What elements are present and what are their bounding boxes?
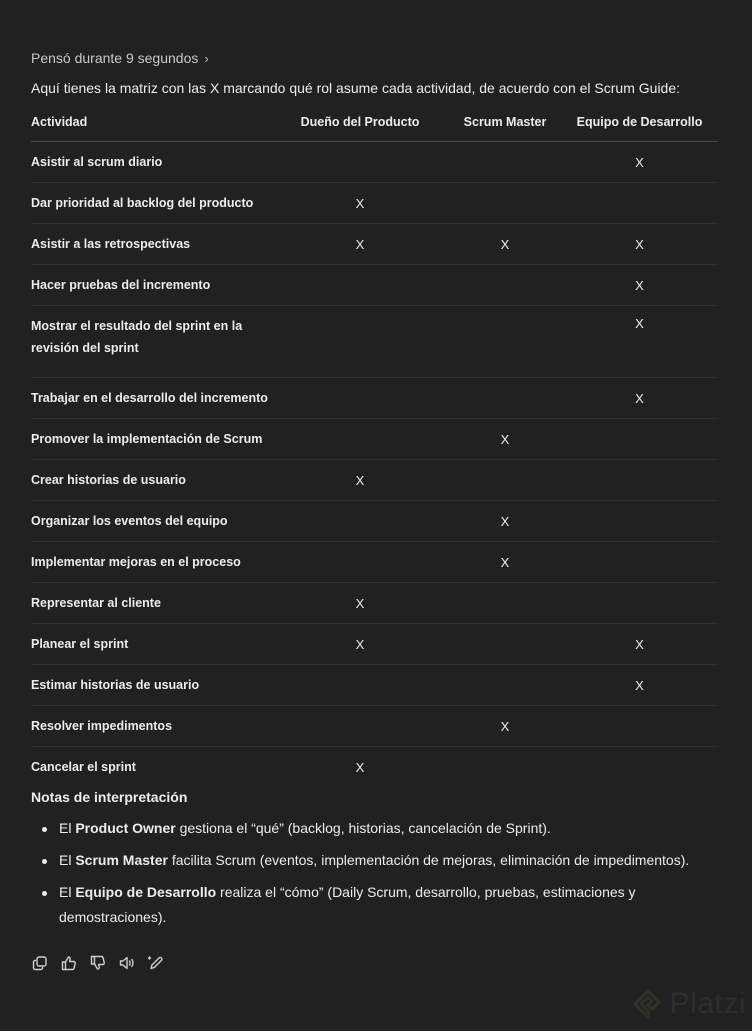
- cell-dev-team: [561, 583, 718, 624]
- table-row: [31, 224, 718, 265]
- cell-product-owner: X: [271, 183, 449, 224]
- cell-scrum-master: [449, 460, 561, 501]
- note-role: Product Owner: [75, 820, 176, 836]
- watermark-text: Platzi: [669, 987, 746, 1020]
- cell-product-owner: [271, 706, 449, 747]
- cell-activity: Resolver impedimentos: [31, 706, 271, 747]
- cell-product-owner: [271, 265, 449, 306]
- cell-scrum-master: [449, 583, 561, 624]
- note-role: Scrum Master: [75, 852, 168, 868]
- table-header-row: [31, 110, 718, 142]
- cell-scrum-master: X: [449, 542, 561, 583]
- table-row: [31, 501, 718, 542]
- cell-dev-team: X: [561, 378, 718, 419]
- intro-text: Aquí tienes la matriz con las X marcando qué rol asume cada actividad, de acuerdo con el Scrum Guide:: [31, 80, 681, 96]
- cell-activity: Cancelar el sprint: [31, 760, 136, 774]
- cell-dev-team: X: [561, 306, 718, 378]
- table-row: [31, 265, 718, 306]
- note-item: [59, 816, 739, 841]
- thumbs-down-icon: [89, 954, 107, 972]
- thumbs-down-button[interactable]: [88, 953, 108, 973]
- cell-activity: Hacer pruebas del incremento: [31, 265, 271, 306]
- cell-scrum-master: [449, 265, 561, 306]
- note-prefix: El: [59, 852, 76, 868]
- chevron-right-icon: ›: [204, 50, 209, 66]
- cell-dev-team: X: [561, 624, 718, 665]
- read-aloud-button[interactable]: [117, 953, 137, 973]
- cell-scrum-master: X: [449, 501, 561, 542]
- thumbs-up-icon: [60, 954, 78, 972]
- table-row: [31, 706, 718, 747]
- cell-scrum-master: [449, 665, 561, 706]
- cell-activity: Mostrar el resultado del sprint en la revisión del sprint: [31, 306, 271, 378]
- cell-scrum-master: [449, 624, 561, 665]
- edit-button[interactable]: [146, 953, 166, 973]
- cell-product-owner: [271, 306, 449, 378]
- table-row: [31, 542, 718, 583]
- table-row: [31, 460, 718, 501]
- cell-product-owner: [271, 378, 449, 419]
- note-text: realiza el “cómo” (Daily Scrum, desarrollo, pruebas, estimaciones y demostraciones).: [59, 884, 636, 925]
- cell-dev-team: [561, 183, 718, 224]
- note-text: facilita Scrum (eventos, implementación de mejoras, eliminación de impedimentos).: [167, 852, 690, 868]
- note-prefix: El: [59, 884, 76, 900]
- note-prefix: El: [59, 820, 76, 836]
- cell-scrum-master: X: [449, 224, 561, 265]
- cell-scrum-master: [449, 142, 561, 183]
- cell-scrum-master: [449, 183, 561, 224]
- thought-toggle[interactable]: [31, 50, 209, 66]
- cell-activity: Dar prioridad al backlog del producto: [31, 183, 271, 224]
- cell-dev-team: [561, 706, 718, 747]
- cell-activity: Asistir al scrum diario: [31, 142, 271, 183]
- cell-product-owner: X: [271, 583, 449, 624]
- platzi-logo-icon: [632, 988, 664, 1020]
- table-row: [31, 306, 718, 378]
- cell-dev-team: X: [561, 265, 718, 306]
- cell-activity: Promover la implementación de Scrum: [31, 419, 271, 460]
- thought-label: Pensó durante 9 segundos: [31, 50, 199, 66]
- cell-scrum-master: [449, 378, 561, 419]
- table-row: [31, 142, 718, 183]
- platzi-watermark: [632, 987, 746, 1021]
- header-dev-team: Equipo de Desarrollo: [561, 110, 718, 142]
- cell-dev-team: X: [561, 224, 718, 265]
- cell-activity: Trabajar en el desarrollo del incremento: [31, 378, 271, 419]
- cell-activity: Planear el sprint: [31, 624, 271, 665]
- cell-dev-team: X: [561, 142, 718, 183]
- cell-scrum-master: X: [449, 706, 561, 747]
- cell-activity: Representar al cliente: [31, 583, 271, 624]
- cell-product-owner: X: [271, 624, 449, 665]
- cell-product-owner: [271, 542, 449, 583]
- cell-dev-team: [561, 460, 718, 501]
- cell-scrum-master: [449, 306, 561, 378]
- cell-activity: Estimar historias de usuario: [31, 665, 271, 706]
- table-row: [31, 747, 718, 788]
- table-row: [31, 624, 718, 665]
- cell-product-owner: X: [271, 224, 449, 265]
- table-row: [31, 419, 718, 460]
- table-row: [31, 665, 718, 706]
- header-activity: Actividad: [31, 110, 271, 142]
- cell-dev-team: [561, 747, 718, 788]
- notes-list: [31, 816, 739, 937]
- cell-scrum-master: X: [449, 419, 561, 460]
- cell-activity: Organizar los eventos del equipo: [31, 501, 271, 542]
- message-actions: [30, 953, 166, 973]
- cell-product-owner: [271, 142, 449, 183]
- table-row: [31, 183, 718, 224]
- role-matrix-table: [31, 110, 718, 787]
- read-aloud-icon: [118, 954, 136, 972]
- cell-dev-team: [561, 419, 718, 460]
- copy-button[interactable]: [30, 953, 50, 973]
- cell-product-owner: X: [271, 460, 449, 501]
- cell-activity: Implementar mejoras en el proceso: [31, 542, 271, 583]
- cell-activity: Crear historias de usuario: [31, 460, 271, 501]
- note-item: [59, 848, 739, 873]
- note-text: gestiona el “qué” (backlog, historias, cancelación de Sprint).: [175, 820, 551, 836]
- table-row: [31, 378, 718, 419]
- notes-title: Notas de interpretación: [31, 789, 188, 805]
- cell-dev-team: [561, 542, 718, 583]
- cell-dev-team: X: [561, 665, 718, 706]
- header-scrum-master: Scrum Master: [449, 110, 561, 142]
- cell-product-owner: X: [355, 759, 365, 775]
- note-item: [59, 880, 739, 930]
- cell-product-owner: [271, 501, 449, 542]
- edit-icon: [147, 954, 165, 972]
- cell-activity: Asistir a las retrospectivas: [31, 224, 271, 265]
- cell-product-owner: [271, 419, 449, 460]
- header-product-owner: Dueño del Producto: [271, 110, 449, 142]
- thumbs-up-button[interactable]: [59, 953, 79, 973]
- table-row: [31, 583, 718, 624]
- note-role: Equipo de Desarrollo: [75, 884, 217, 900]
- cell-scrum-master: [449, 747, 561, 788]
- copy-icon: [31, 954, 49, 972]
- cell-dev-team: [561, 501, 718, 542]
- cell-product-owner: [271, 665, 449, 706]
